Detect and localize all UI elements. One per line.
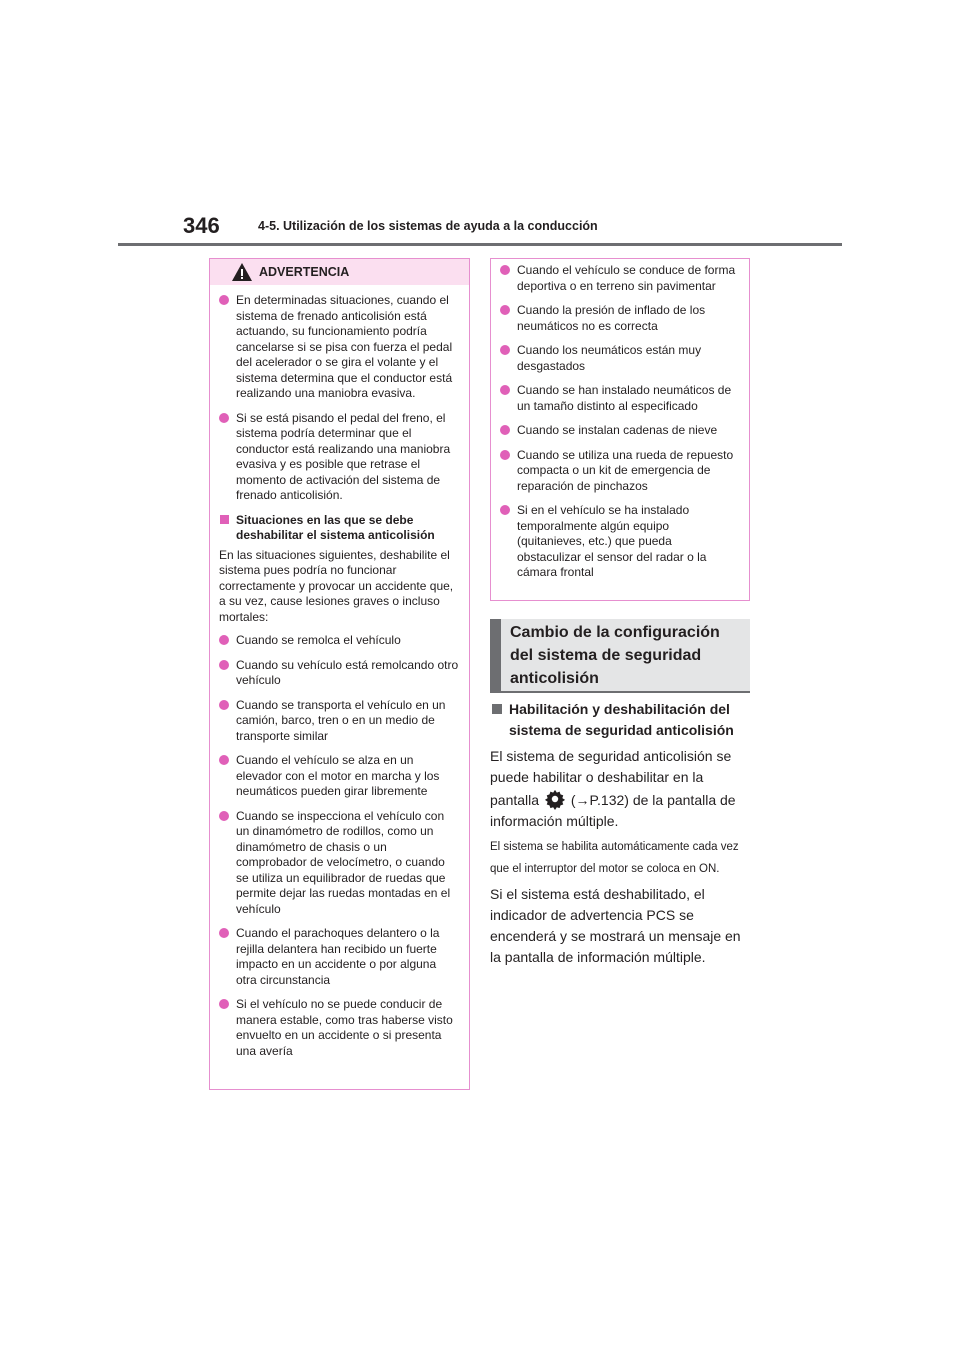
bullet-icon: [500, 385, 510, 395]
bullet-icon: [500, 345, 510, 355]
bullet-icon: [219, 660, 229, 670]
bullet-icon: [219, 811, 229, 821]
header-rule: [118, 243, 842, 246]
section-heading: Cambio de la configuración del sistema de seguridad anticolisión: [490, 619, 750, 691]
bullet-icon: [219, 413, 229, 423]
section-rule: [490, 691, 750, 693]
list-item: Cuando el parachoques delantero o la rejilla delantera han recibido un fuerte impacto en un accidente o por alguna otra circunstancia: [219, 926, 459, 988]
page-reference[interactable]: (→P.132): [570, 792, 629, 808]
bullet-icon: [219, 295, 229, 305]
list-item: Cuando el vehículo se alza en un elevador con el motor en marcha y los neumáticos pueden girar libremente: [219, 753, 459, 800]
list-item: Cuando el vehículo se conduce de forma deportiva o en terreno sin pavimentar: [500, 263, 739, 294]
list-item: Cuando los neumáticos están muy desgastados: [500, 343, 739, 374]
warning-box-continued: [490, 258, 750, 601]
list-item: Cuando se instalan cadenas de nieve: [500, 423, 739, 439]
section-body: [490, 699, 752, 968]
note: El sistema se habilita automáticamente cada vez que el interruptor del motor se coloca en ON.: [490, 841, 739, 875]
bullet-icon: [500, 450, 510, 460]
list-item: Si se está pisando el pedal del freno, el sistema podría determinar que el conductor está realizando una maniobra evasiva y es posible que retrase el momento de activación del sistema de frenado anticolisión.: [219, 411, 459, 504]
square-bullet-icon: [220, 515, 229, 524]
chapter-title: 4-5. Utilización de los sistemas de ayuda a la conducción: [258, 219, 598, 233]
list-item: En determinadas situaciones, cuando el sistema de frenado anticolisión está actuando, su funcionamiento podría cancelarse si se pisa con fuerza el pedal del acelerador o se gira el volante y el sistema determina que el conductor está realizando una maniobra evasiva.: [219, 293, 459, 402]
warning-subheading: Situaciones en las que se debe deshabilitar el sistema anticolisión: [219, 513, 459, 544]
list-item: Cuando se inspecciona el vehículo con un dinamómetro de rodillos, como un dinamómetro de chasis o un comprobador de velocímetro, o cuando se utiliza un equilibrador de ruedas que permite dejar las ruedas montadas en el vehículo: [219, 809, 459, 918]
bullet-icon: [219, 700, 229, 710]
list-item: Si en el vehículo se ha instalado temporalmente algún equipo (quitanieves, etc.) que pueda obstaculizar el sensor del radar o la cámara frontal: [500, 503, 739, 581]
list-item: Cuando su vehículo está remolcando otro vehículo: [219, 658, 459, 689]
bullet-icon: [500, 265, 510, 275]
bullet-icon: [219, 928, 229, 938]
page-number: 346: [183, 213, 220, 238]
bullet-icon: [219, 755, 229, 765]
list-item: Cuando se han instalado neumáticos de un tamaño distinto al especificado: [500, 383, 739, 414]
bullet-icon: [500, 305, 510, 315]
warning-header: [210, 259, 469, 285]
list-item: Cuando la presión de inflado de los neumáticos no es correcta: [500, 303, 739, 334]
bullet-icon: [219, 635, 229, 645]
warning-label: ADVERTENCIA: [259, 265, 350, 279]
bullet-icon: [219, 999, 229, 1009]
list-item: Cuando se transporta el vehículo en un camión, barco, tren o en un medio de transporte similar: [219, 698, 459, 745]
bullet-icon: [500, 505, 510, 515]
list-item: Cuando se utiliza una rueda de repuesto compacta o un kit de emergencia de reparación de pinchazos: [500, 448, 739, 495]
list-item: Si el vehículo no se puede conducir de manera estable, como tras haberse visto envuelto en un accidente o si presenta una avería: [219, 997, 459, 1059]
warning-intro: En las situaciones siguientes, deshabilite el sistema pues podría no funcionar correctamente y provocar un accidente que, a su vez, cause lesiones graves o incluso mortales:: [219, 547, 454, 624]
gear-icon: [544, 788, 566, 810]
warning-icon: [231, 262, 253, 282]
paragraph: El sistema de seguridad anticolisión se puede habilitar o deshabilitar en la pantalla (→P.132) de la pantalla de información múltiple.: [490, 748, 736, 829]
subsection-heading: Habilitación y deshabilitación del sistema de seguridad anticolisión: [490, 699, 752, 741]
paragraph: Si el sistema está deshabilitado, el indicador de advertencia PCS se encenderá y se mostrará un mensaje en la pantalla de información múltiple.: [490, 886, 741, 965]
list-item: Cuando se remolca el vehículo: [219, 633, 459, 649]
warning-box: [209, 258, 470, 1090]
bullet-icon: [500, 425, 510, 435]
square-bullet-icon: [492, 704, 502, 714]
